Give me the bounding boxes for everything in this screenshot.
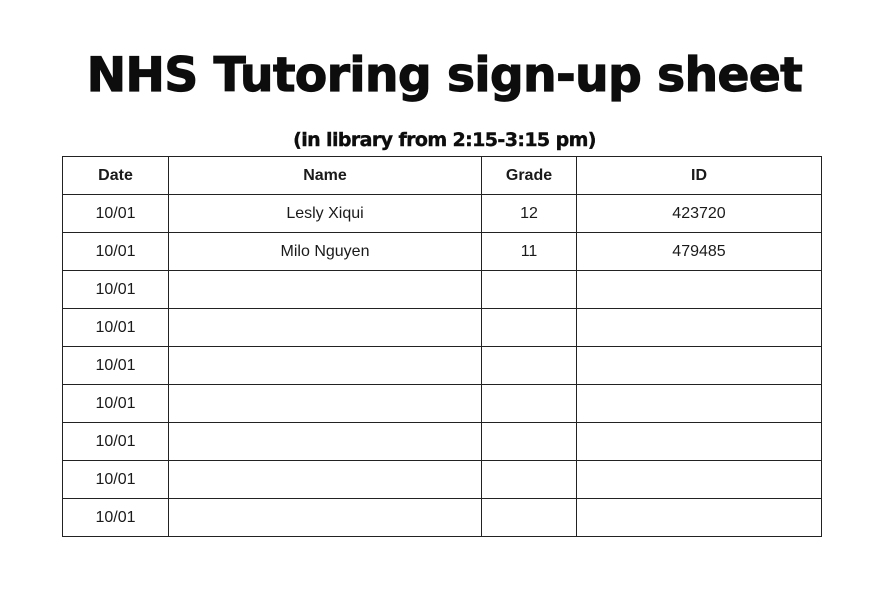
grade-cell[interactable]: [482, 461, 577, 499]
date-cell: 10/01: [63, 423, 169, 461]
date-cell: 10/01: [63, 233, 169, 271]
name-cell[interactable]: [169, 423, 482, 461]
grade-cell[interactable]: [482, 423, 577, 461]
date-cell: 10/01: [63, 461, 169, 499]
page-title: NHS Tutoring sign-up sheet: [86, 48, 803, 103]
page-subtitle: (in library from 2:15-3:15 pm): [293, 129, 596, 151]
id-cell[interactable]: [577, 499, 822, 537]
grade-cell[interactable]: 12: [482, 195, 577, 233]
table-row: [63, 271, 822, 309]
signup-table: [62, 156, 822, 537]
column-header-grade: Grade: [482, 157, 577, 195]
grade-cell[interactable]: [482, 271, 577, 309]
date-cell: 10/01: [63, 309, 169, 347]
name-cell[interactable]: [169, 499, 482, 537]
date-cell: 10/01: [63, 385, 169, 423]
grade-cell[interactable]: [482, 385, 577, 423]
table-row: [63, 309, 822, 347]
table-row: [63, 347, 822, 385]
name-cell[interactable]: [169, 347, 482, 385]
id-cell[interactable]: [577, 423, 822, 461]
name-cell[interactable]: [169, 271, 482, 309]
id-cell[interactable]: 423720: [577, 195, 822, 233]
id-cell[interactable]: [577, 309, 822, 347]
date-cell: 10/01: [63, 271, 169, 309]
id-cell[interactable]: [577, 461, 822, 499]
table-row: [63, 195, 822, 233]
name-cell[interactable]: [169, 385, 482, 423]
name-cell[interactable]: Lesly Xiqui: [169, 195, 482, 233]
table-header-row: [63, 157, 822, 195]
table-row: [63, 461, 822, 499]
date-cell: 10/01: [63, 347, 169, 385]
column-header-name: Name: [169, 157, 482, 195]
grade-cell[interactable]: 11: [482, 233, 577, 271]
date-cell: 10/01: [63, 499, 169, 537]
id-cell[interactable]: [577, 385, 822, 423]
id-cell[interactable]: [577, 271, 822, 309]
grade-cell[interactable]: [482, 309, 577, 347]
grade-cell[interactable]: [482, 499, 577, 537]
name-cell[interactable]: [169, 461, 482, 499]
name-cell[interactable]: [169, 309, 482, 347]
grade-cell[interactable]: [482, 347, 577, 385]
name-cell[interactable]: Milo Nguyen: [169, 233, 482, 271]
id-cell[interactable]: [577, 347, 822, 385]
table-row: [63, 423, 822, 461]
id-cell[interactable]: 479485: [577, 233, 822, 271]
table-row: [63, 499, 822, 537]
date-cell: 10/01: [63, 195, 169, 233]
column-header-date: Date: [63, 157, 169, 195]
column-header-id: ID: [577, 157, 822, 195]
table-row: [63, 385, 822, 423]
table-row: [63, 233, 822, 271]
